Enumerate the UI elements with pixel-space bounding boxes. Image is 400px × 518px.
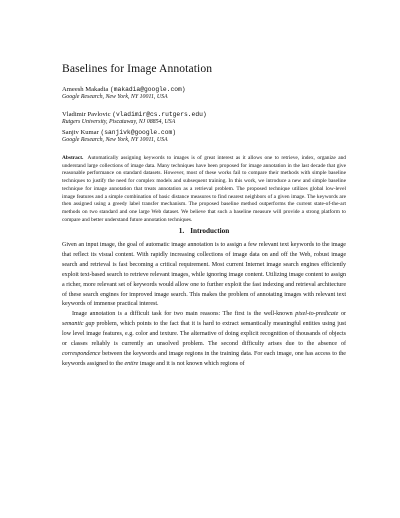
author-affiliation: Google Research, New York, NY 10011, USA <box>62 137 168 143</box>
author-affiliation: Rutgers University, Piscataway, NJ 08854, USA <box>62 119 176 125</box>
emphasis-term: correspondence <box>62 350 101 357</box>
paragraph-text: Image annotation is a difficult task for two main reasons: The first is the well-known <box>72 311 296 318</box>
author-line <box>62 111 362 119</box>
emphasis-term: pixel-to-predicate <box>295 311 339 318</box>
author-name: Sanjiv Kumar <box>62 129 99 136</box>
author-email: (makadia@google.com) <box>109 86 186 93</box>
author-affiliation: Google Research, New York, NY 10011, USA <box>62 94 168 100</box>
paragraph-text: or <box>338 311 346 318</box>
author-line <box>62 86 362 94</box>
author-name: Vladimir Pavlovic <box>62 111 111 118</box>
emphasis-term: semantic gap <box>62 321 95 328</box>
body-paragraph <box>62 310 346 369</box>
author-email: (sanjivk@google.com) <box>100 129 177 136</box>
body-paragraph: Given an input image, the goal of automatic image annotation is to assign a few relevant text keywords to the image that reflect its visual content. With rapidly increasing collections of image data on and off the Web, robust image search and retrieval is fast becoming a critical requirement. Most current Internet image search engines efficiently exploit text-based search to retrieve relevant images, while ignoring image content. Utilizing image content to assign a richer, more relevant set of keywords would allow one to further exploit the fast indexing and retrieval architecture of these search engines for improved image search. This makes the problem of annotating images with relevant text keywords of immense practical interest. <box>62 242 346 308</box>
author-name: Ameesh Makadia <box>62 86 109 93</box>
section-title: Introduction <box>190 227 230 235</box>
paragraph-text: between the keywords and image regions in the training data. For each image, one has access to the keywords assigned to the <box>62 350 346 367</box>
abstract-heading: Abstract. <box>62 155 84 161</box>
paragraph-text: problem, which points to the fact that it is hard to extract semantically meaningful entities using just low level image features, e.g. color and texture. The alternative of doing explicit recognition of thousands of objects or classes reliably is currently an unsolved problem. The second difficulty arises due to the absence of <box>62 321 346 348</box>
section-number: 1. <box>178 227 185 235</box>
author-line <box>62 129 362 137</box>
emphasis-term: entire <box>124 360 139 367</box>
abstract <box>62 155 346 224</box>
author-block <box>62 86 362 102</box>
paragraph-text: image and it is not known which regions of <box>138 360 245 367</box>
section-heading <box>62 227 346 235</box>
paper-title: Baselines for Image Annotation <box>62 62 213 75</box>
author-block <box>62 129 362 145</box>
author-block <box>62 111 362 127</box>
author-email: (vladimir@cs.rutgers.edu) <box>112 111 207 118</box>
abstract-text: Automatically assigning keywords to images is of great interest as it allows one to retrieve, index, organize and understand large collections of image data. Many techniques have been proposed for image annotation in the last decade that give reasonable performance on standard datasets. However, most of these works fail to compare their methods with simple baseline techniques to justify the need for complex models and subsequent training. In this work, we introduce a new and simple baseline technique for image annotation that treats annotation as a retrieval problem. The proposed technique utilizes global low-level image features and a simple combination of basic distance measures to find nearest neighbors of a given image. The keywords are then assigned using a greedy label transfer mechanism. The proposed baseline method outperforms the current state-of-the-art methods on two standard and one large Web dataset. We believe that such a baseline measure will provide a strong platform to compare and better understand future annotation techniques. <box>62 155 346 223</box>
section-body <box>62 241 346 370</box>
